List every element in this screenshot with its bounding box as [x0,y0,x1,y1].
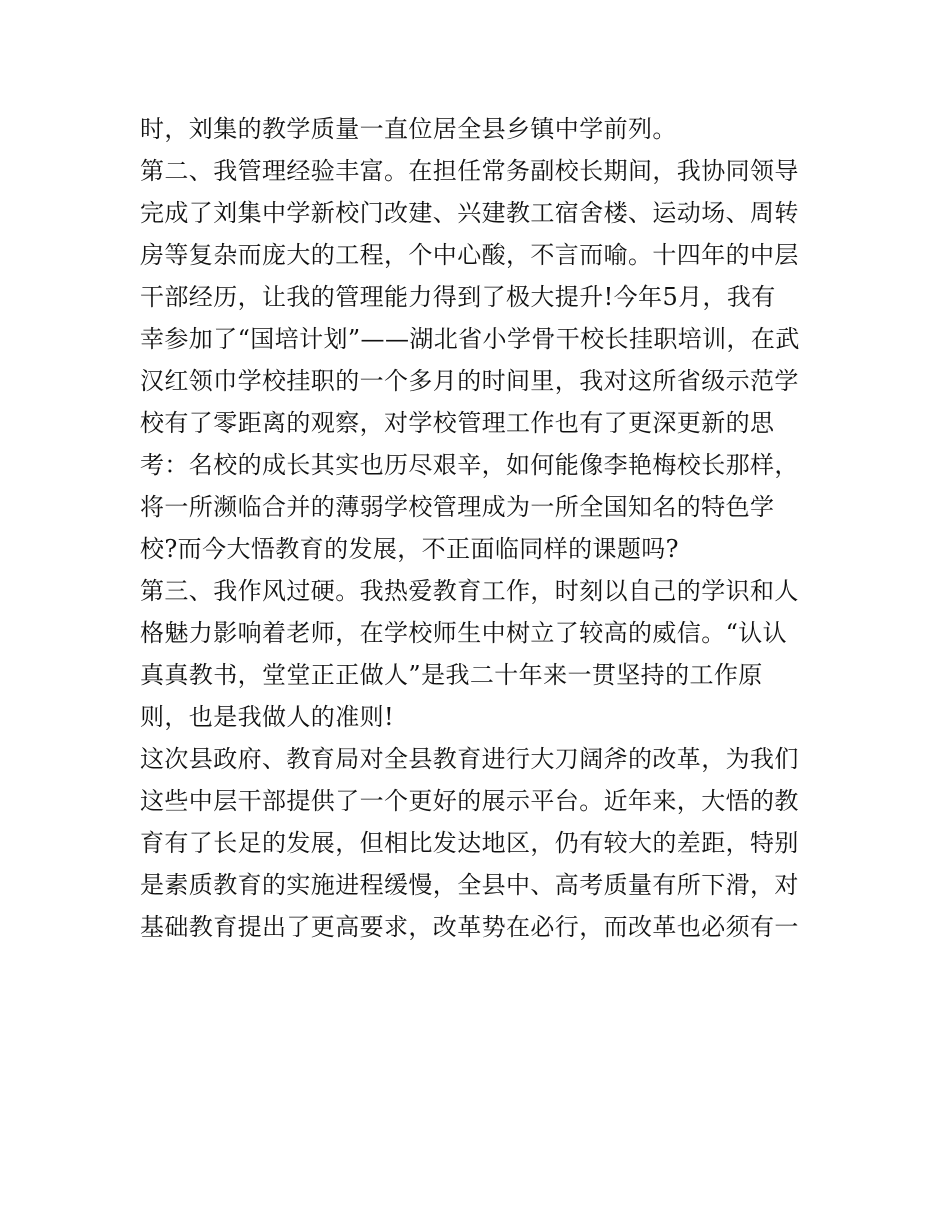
text-line: 房等复杂而庞大的工程，个中心酸，不言而喻。十四年的中层 [140,241,799,269]
text-line: 育有了长足的发展，但相比发达地区，仍有较大的差距，特别 [140,829,799,857]
text-line: 时，刘集的教学质量一直位居全县乡镇中学前列。 [140,115,677,143]
text-line: 格魅力影响着老师，在学校师生中树立了较高的威信。“认认 [140,619,788,647]
text-line: 这些中层干部提供了一个更好的展示平台。近年来，大悟的教 [140,787,799,815]
text-line: 干部经历，让我的管理能力得到了极大提升!今年5月，我有 [140,283,776,311]
text-line: 考：名校的成长其实也历尽艰辛，如何能像李艳梅校长那样， [140,451,799,479]
text-line: 这次县政府、教育局对全县教育进行大刀阔斧的改革，为我们 [140,745,799,773]
text-line: 校有了零距离的观察，对学校管理工作也有了更深更新的思 [140,409,775,437]
text-line: 则，也是我做人的准则! [140,703,395,731]
text-line: 将一所濒临合并的薄弱学校管理成为一所全国知名的特色学 [140,493,775,521]
text-line: 完成了刘集中学新校门改建、兴建教工宿舍楼、运动场、周转 [140,199,799,227]
text-line: 幸参加了“国培计划”——湖北省小学骨干校长挂职培训，在武 [140,325,800,353]
text-line: 汉红领巾学校挂职的一个多月的时间里，我对这所省级示范学 [140,367,799,395]
text-line: 是素质教育的实施进程缓慢，全县中、高考质量有所下滑，对 [140,871,799,899]
body-text [140,108,820,948]
text-line: 真真教书，堂堂正正做人”是我二十年来一贯坚持的工作原 [140,661,763,689]
text-line: 基础教育提出了更高要求，改革势在必行，而改革也必须有一 [140,913,799,941]
text-line: 第三、我作风过硬。我热爱教育工作，时刻以自己的学识和人 [140,577,799,605]
text-line: 校?而今大悟教育的发展，不正面临同样的课题吗? [140,535,679,563]
text-line: 第二、我管理经验丰富。在担任常务副校长期间，我协同领导 [140,157,799,185]
